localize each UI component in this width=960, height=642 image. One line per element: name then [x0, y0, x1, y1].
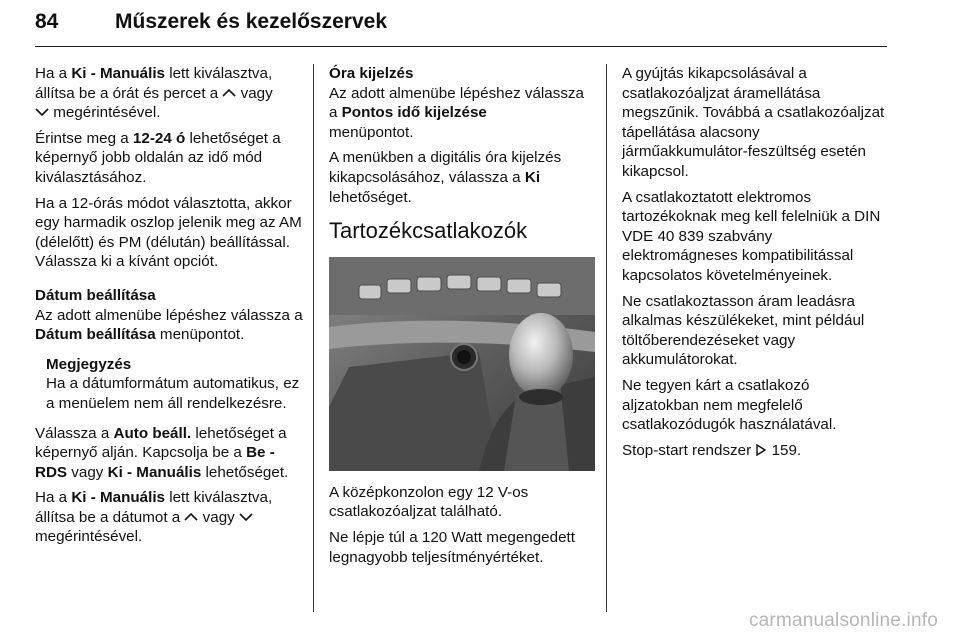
column-divider [606, 64, 607, 612]
paragraph: Ha a Ki - Manuális lett kiválasztva, állítsa be a dátumot a vagy megérintésével. [35, 489, 273, 546]
page-header [35, 6, 887, 47]
column-1 [35, 64, 303, 553]
chevron-down-icon [239, 511, 253, 523]
paragraph: Érintse meg a 12-24 ó lehetőséget a képernyő jobb oldalán az idő mód kiválasztásához. [35, 129, 281, 186]
paragraph: A menükben a digitális óra kijelzés kikapcsolásához, válassza a Ki lehetőséget. [329, 149, 562, 206]
paragraph: Ha a 12-órás módot választotta, akkor egy harmadik oszlop jelenik meg az AM (délelőtt) és PM (délután) beállítással. Válassza ki a kívánt opciót. [35, 194, 302, 271]
paragraph: A csatlakoztatott elektromos tartozékoknak meg kell felelniük a DIN VDE 40 839 szabvány elektromágneses kompatibilitással kapcsolatos követelményeinek. [622, 188, 881, 284]
reference-arrow-icon[interactable] [755, 442, 767, 454]
paragraph: Ne tegyen kárt a csatlakozó aljzatokban nem megfelelő csatlakozódugók használatával. [622, 376, 837, 434]
note-text: Ha a dátumformátum automatikus, ez a menüelem nem áll rendelkezésre. [46, 375, 300, 412]
chevron-up-icon [222, 87, 236, 99]
column-3 [622, 64, 888, 466]
paragraph: A középkonzolon egy 12 V-os csatlakozóaljzat található. [329, 483, 529, 521]
column-2 [329, 64, 595, 573]
center-console-photo [329, 257, 595, 471]
paragraph: Az adott almenübe lépéshez válassza a Pontos idő kijelzése menüpontot. [329, 84, 584, 141]
watermark: carmanualsonline.info [748, 610, 938, 631]
paragraph: Az adott almenübe lépéshez válassza a Dátum beállítása menüpontot. [35, 306, 303, 344]
note-title: Megjegyzés [46, 355, 132, 373]
chevron-down-icon [35, 106, 49, 118]
note-box [46, 355, 303, 414]
paragraph: Ne lépje túl a 120 Watt megengedett legnagyobb teljesítményértéket. [329, 528, 575, 566]
paragraph: Stop-start rendszer 159. [622, 441, 802, 459]
date-section [35, 286, 303, 547]
paragraph: Ne csatlakoztasson áram leadásra alkalmas készülékeket, mint például töltőberendezéseket vagy akkumulátorokat. [622, 292, 865, 369]
column-divider [313, 64, 314, 612]
paragraph: Válassza a Auto beáll. lehetőséget a képernyő alján. Kapcsolja be a Be - RDS vagy Ki - Manuális lehetőséget. [35, 424, 289, 481]
page-reference[interactable]: 159. [767, 441, 802, 459]
page-number: 84 [35, 10, 59, 33]
paragraph: Ha a Ki - Manuális lett kiválasztva, állítsa be a órát és percet a vagy megérintésével. [35, 65, 273, 122]
page-title: Műszerek és kezelőszervek [115, 10, 388, 33]
section-title: Tartozékcsatlakozók [329, 218, 528, 244]
section-heading: Óra kijelzés [329, 65, 414, 82]
chevron-up-icon [184, 511, 198, 523]
section-heading: Dátum beállítása [35, 286, 156, 304]
paragraph: A gyújtás kikapcsolásával a csatlakozóaljzat áramellátása megszűnik. Továbbá a csatlakozóaljzat tápellátása alacsony járműakkumulátor-feszültség esetén kikapcsol. [622, 65, 885, 180]
